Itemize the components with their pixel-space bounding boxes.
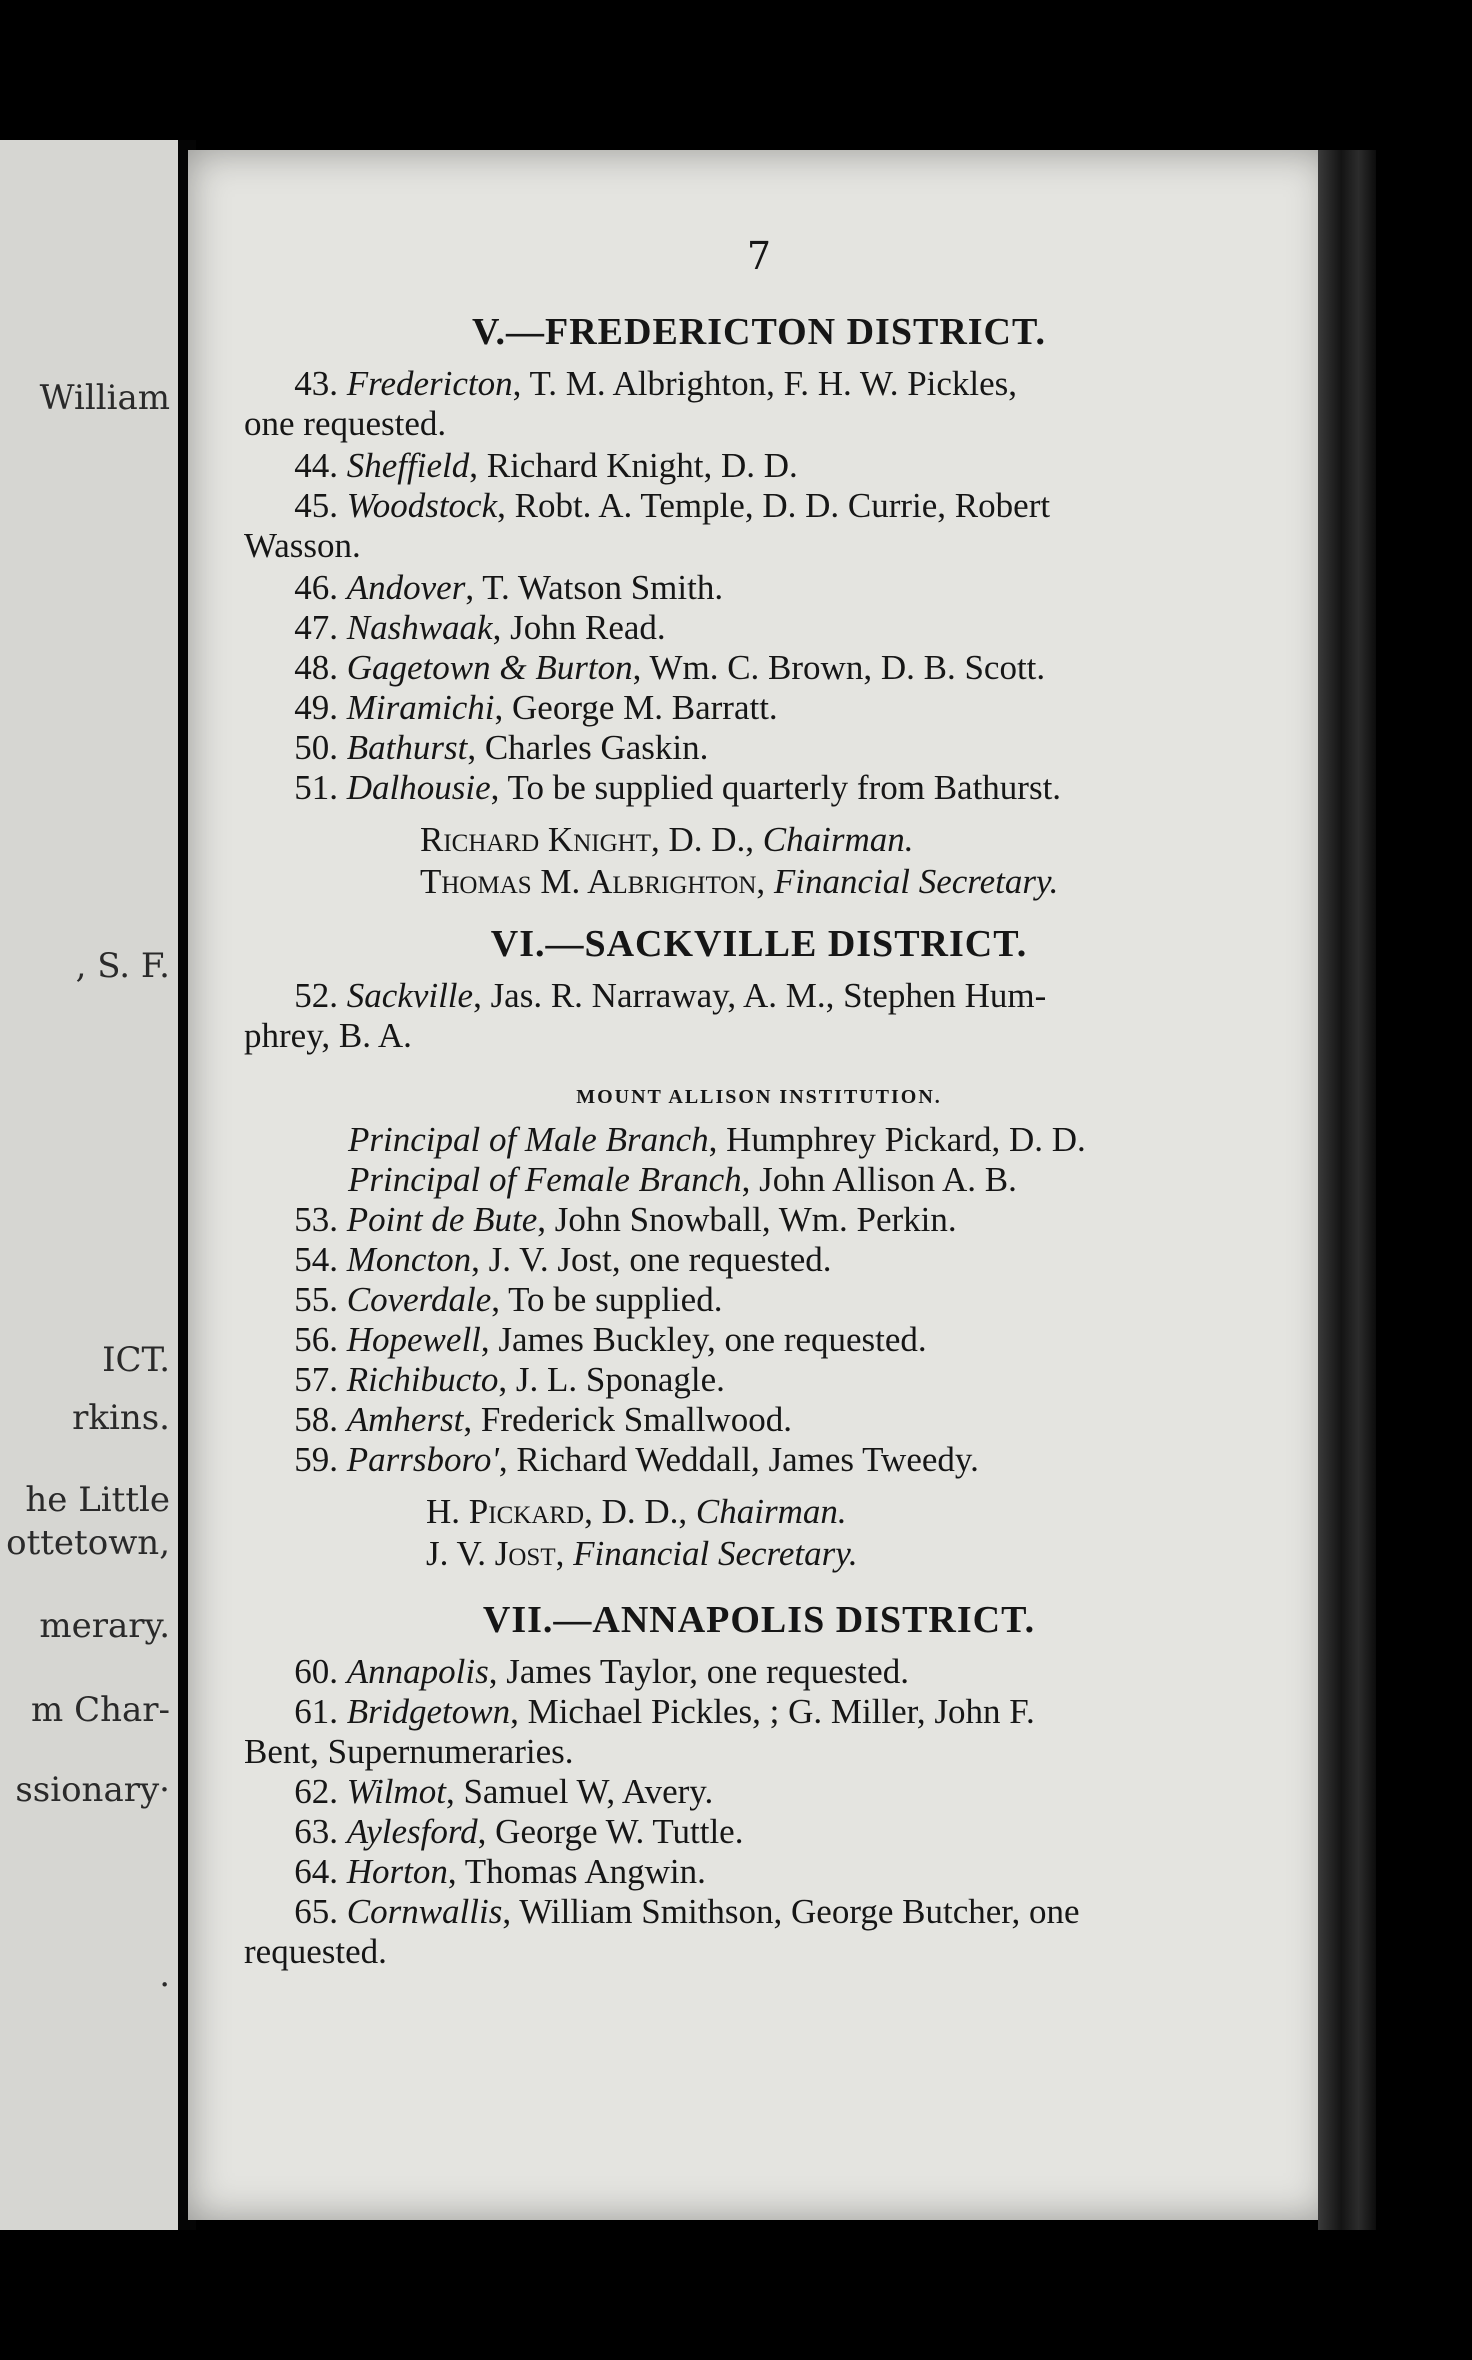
circuit-entry: 65. Cornwallis, William Smithson, George Butcher, one requested.	[244, 1892, 1080, 1971]
left-text-line: m Char-	[31, 1690, 170, 1730]
circuit-entry: 63. Aylesford, George W. Tuttle.	[294, 1812, 744, 1851]
institution-heading: MOUNT ALLISON INSTITUTION.	[576, 1086, 942, 1108]
financial-secretary: J. V. Jost, Financial Secretary.	[426, 1534, 858, 1573]
circuit-entry: 60. Annapolis, James Taylor, one requested.	[294, 1652, 909, 1691]
institution-principal: Principal of Male Branch, Humphrey Pickard, D. D.	[348, 1120, 1086, 1159]
circuit-entry: 48. Gagetown & Burton, Wm. C. Brown, D. B. Scott.	[294, 648, 1046, 687]
circuit-entry: 46. Andover, T. Watson Smith.	[294, 568, 724, 607]
left-text-line: ICT.	[102, 1340, 170, 1380]
left-text-line: rkins.	[72, 1398, 170, 1438]
circuit-entry: 44. Sheffield, Richard Knight, D. D.	[294, 446, 798, 485]
circuit-entry: 43. Fredericton, T. M. Albrighton, F. H. W. Pickles, one requested.	[244, 364, 1018, 443]
circuit-entry: 56. Hopewell, James Buckley, one requested.	[294, 1320, 927, 1359]
district-heading: V.—FREDERICTON DISTRICT.	[471, 311, 1047, 353]
left-text-line: William	[39, 378, 170, 418]
financial-secretary: Thomas M. Albrighton, Financial Secretary.	[420, 862, 1059, 901]
left-text-line: he Little	[25, 1480, 170, 1520]
circuit-entry: 47. Nashwaak, John Read.	[294, 608, 666, 647]
document-page	[188, 150, 1330, 2220]
circuit-entry: 45. Woodstock, Robt. A. Temple, D. D. Currie, Robert Wasson.	[244, 486, 1051, 565]
district-chairman: H. Pickard, D. D., Chairman.	[426, 1492, 847, 1531]
circuit-entry: 58. Amherst, Frederick Smallwood.	[294, 1400, 792, 1439]
district-chairman: Richard Knight, D. D., Chairman.	[420, 820, 914, 859]
circuit-entry: 54. Moncton, J. V. Jost, one requested.	[294, 1240, 832, 1279]
left-text-line: .	[159, 1955, 170, 1995]
left-text-line: ssionary·	[15, 1770, 170, 1810]
page-edge-shadow	[1318, 150, 1376, 2230]
circuit-entry: 61. Bridgetown, Michael Pickles, ; G. Miller, John F. Bent, Supernumeraries.	[244, 1692, 1035, 1771]
institution-principal: Principal of Female Branch, John Allison A. B.	[348, 1160, 1017, 1199]
circuit-entry: 57. Richibucto, J. L. Sponagle.	[294, 1360, 725, 1399]
previous-page-fragment	[0, 140, 178, 2230]
left-text-line: merary.	[39, 1606, 170, 1646]
circuit-entry: 52. Sackville, Jas. R. Narraway, A. M., Stephen Hum- phrey, B. A.	[244, 976, 1047, 1055]
circuit-entry: 59. Parrsboro', Richard Weddall, James Tweedy.	[294, 1440, 979, 1479]
circuit-entry: 55. Coverdale, To be supplied.	[294, 1280, 723, 1319]
left-text-line: , S. F.	[75, 946, 170, 986]
circuit-entry: 64. Horton, Thomas Angwin.	[294, 1852, 706, 1891]
circuit-entry: 53. Point de Bute, John Snowball, Wm. Perkin.	[294, 1200, 957, 1239]
circuit-entry: 50. Bathurst, Charles Gaskin.	[294, 728, 709, 767]
page-number: 7	[746, 234, 772, 278]
district-heading: VII.—ANNAPOLIS DISTRICT.	[482, 1599, 1036, 1641]
left-text-line: ottetown,	[6, 1523, 170, 1563]
circuit-entry: 51. Dalhousie, To be supplied quarterly from Bathurst.	[294, 768, 1062, 807]
district-heading: VI.—SACKVILLE DISTRICT.	[490, 923, 1028, 965]
circuit-entry: 62. Wilmot, Samuel W, Avery.	[294, 1772, 714, 1811]
circuit-entry: 49. Miramichi, George M. Barratt.	[294, 688, 778, 727]
